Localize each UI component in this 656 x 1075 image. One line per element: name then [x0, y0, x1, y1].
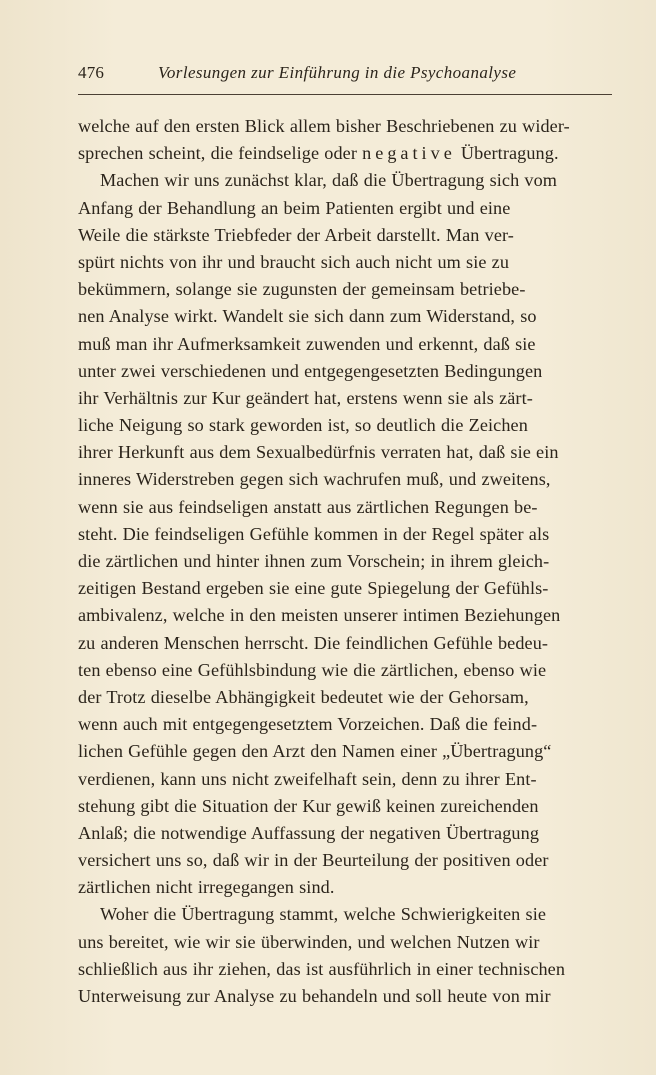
- text-line: liche Neigung so stark geworden ist, so deutlich die Zeichen: [78, 415, 528, 436]
- text-line: wenn auch mit entgegengesetztem Vorzeichen. Daß die feind-: [78, 714, 538, 735]
- text-line: Anfang der Behandlung an beim Patienten ergibt und eine: [78, 197, 511, 218]
- text-line: ihr Verhältnis zur Kur geändert hat, erstens wenn sie als zärt-: [78, 387, 533, 408]
- text-line: zeitigen Bestand ergeben sie eine gute Spiegelung der Gefühls-: [78, 578, 549, 599]
- header-rule: [78, 94, 612, 95]
- paragraph-start-line: Machen wir uns zunächst klar, daß die Übertragung sich vom: [100, 170, 558, 191]
- running-header: [78, 63, 612, 89]
- text-line: verdienen, kann uns nicht zweifelhaft sein, denn zu ihrer Ent-: [78, 768, 537, 789]
- text-line: Anlaß; die notwendige Auffassung der negativen Übertragung: [78, 822, 540, 843]
- text-line: die zärtlichen und hinter ihnen zum Vorschein; in ihrem gleich-: [78, 551, 550, 571]
- text-line: steht. Die feindseligen Gefühle kommen in der Regel später als: [78, 523, 550, 544]
- text-line: muß man ihr Aufmerksamkeit zuwenden und erkennt, daß sie: [78, 333, 536, 354]
- text-line: stehung gibt die Situation der Kur gewiß keinen zureichenden: [78, 795, 539, 816]
- text-line: ten ebenso eine Gefühlsbindung wie die zärtlichen, ebenso wie: [78, 659, 547, 680]
- text-line: nen Analyse wirkt. Wandelt sie sich dann zum Widerstand, so: [78, 306, 537, 327]
- text-line: versichert uns so, daß wir in der Beurteilung der positiven oder: [78, 850, 549, 871]
- text-line: schließlich aus ihr ziehen, das ist ausführlich in einer technischen: [78, 958, 566, 979]
- text-fragment: Übertragung.: [455, 143, 559, 164]
- text-line: [78, 140, 612, 167]
- text-line: uns bereitet, wie wir sie überwinden, und welchen Nutzen wir: [78, 931, 540, 952]
- text-line: wenn sie aus feindseligen anstatt aus zärtlichen Regungen be-: [78, 496, 538, 517]
- text-line: inneres Widerstreben gegen sich wachrufen muß, und zweitens,: [78, 469, 551, 490]
- page-number: 476: [78, 63, 105, 82]
- text-line: bekümmern, solange sie zugunsten der gemeinsam betriebe-: [78, 279, 526, 300]
- text-fragment: sprechen scheint, die feindselige oder: [78, 143, 363, 164]
- text-line: zärtlichen nicht irregegangen sind.: [78, 877, 335, 898]
- text-line: Weile die stärkste Triebfeder der Arbeit darstellt. Man ver-: [78, 224, 514, 245]
- text-line: ambivalenz, welche in den meisten unserer intimen Beziehungen: [78, 605, 561, 626]
- text-line: Unterweisung zur Analyse zu behandeln und soll heute von mir: [78, 986, 551, 1006]
- emphasized-word: negative: [362, 143, 456, 164]
- text-line: unter zwei verschiedenen und entgegengesetzten Bedingungen: [78, 360, 543, 381]
- text-line: ihrer Herkunft aus dem Sexualbedürfnis verraten hat, daß sie ein: [78, 442, 559, 463]
- text-line: welche auf den ersten Blick allem bisher Beschriebenen zu wider-: [78, 116, 570, 136]
- body-text: [78, 113, 612, 1010]
- running-title: Vorlesungen zur Einführung in die Psychoanalyse: [158, 63, 517, 82]
- text-line: der Trotz dieselbe Abhängigkeit bedeutet wie der Gehorsam,: [78, 686, 529, 707]
- text-line: spürt nichts von ihr und braucht sich auch nicht um sie zu: [78, 251, 510, 272]
- text-line: lichen Gefühle gegen den Arzt den Namen einer „Übertragung“: [78, 741, 552, 762]
- paragraph-start-line: Woher die Übertragung stammt, welche Schwierigkeiten sie: [100, 904, 547, 925]
- text-line: zu anderen Menschen herrscht. Die feindlichen Gefühle bedeu-: [78, 632, 549, 653]
